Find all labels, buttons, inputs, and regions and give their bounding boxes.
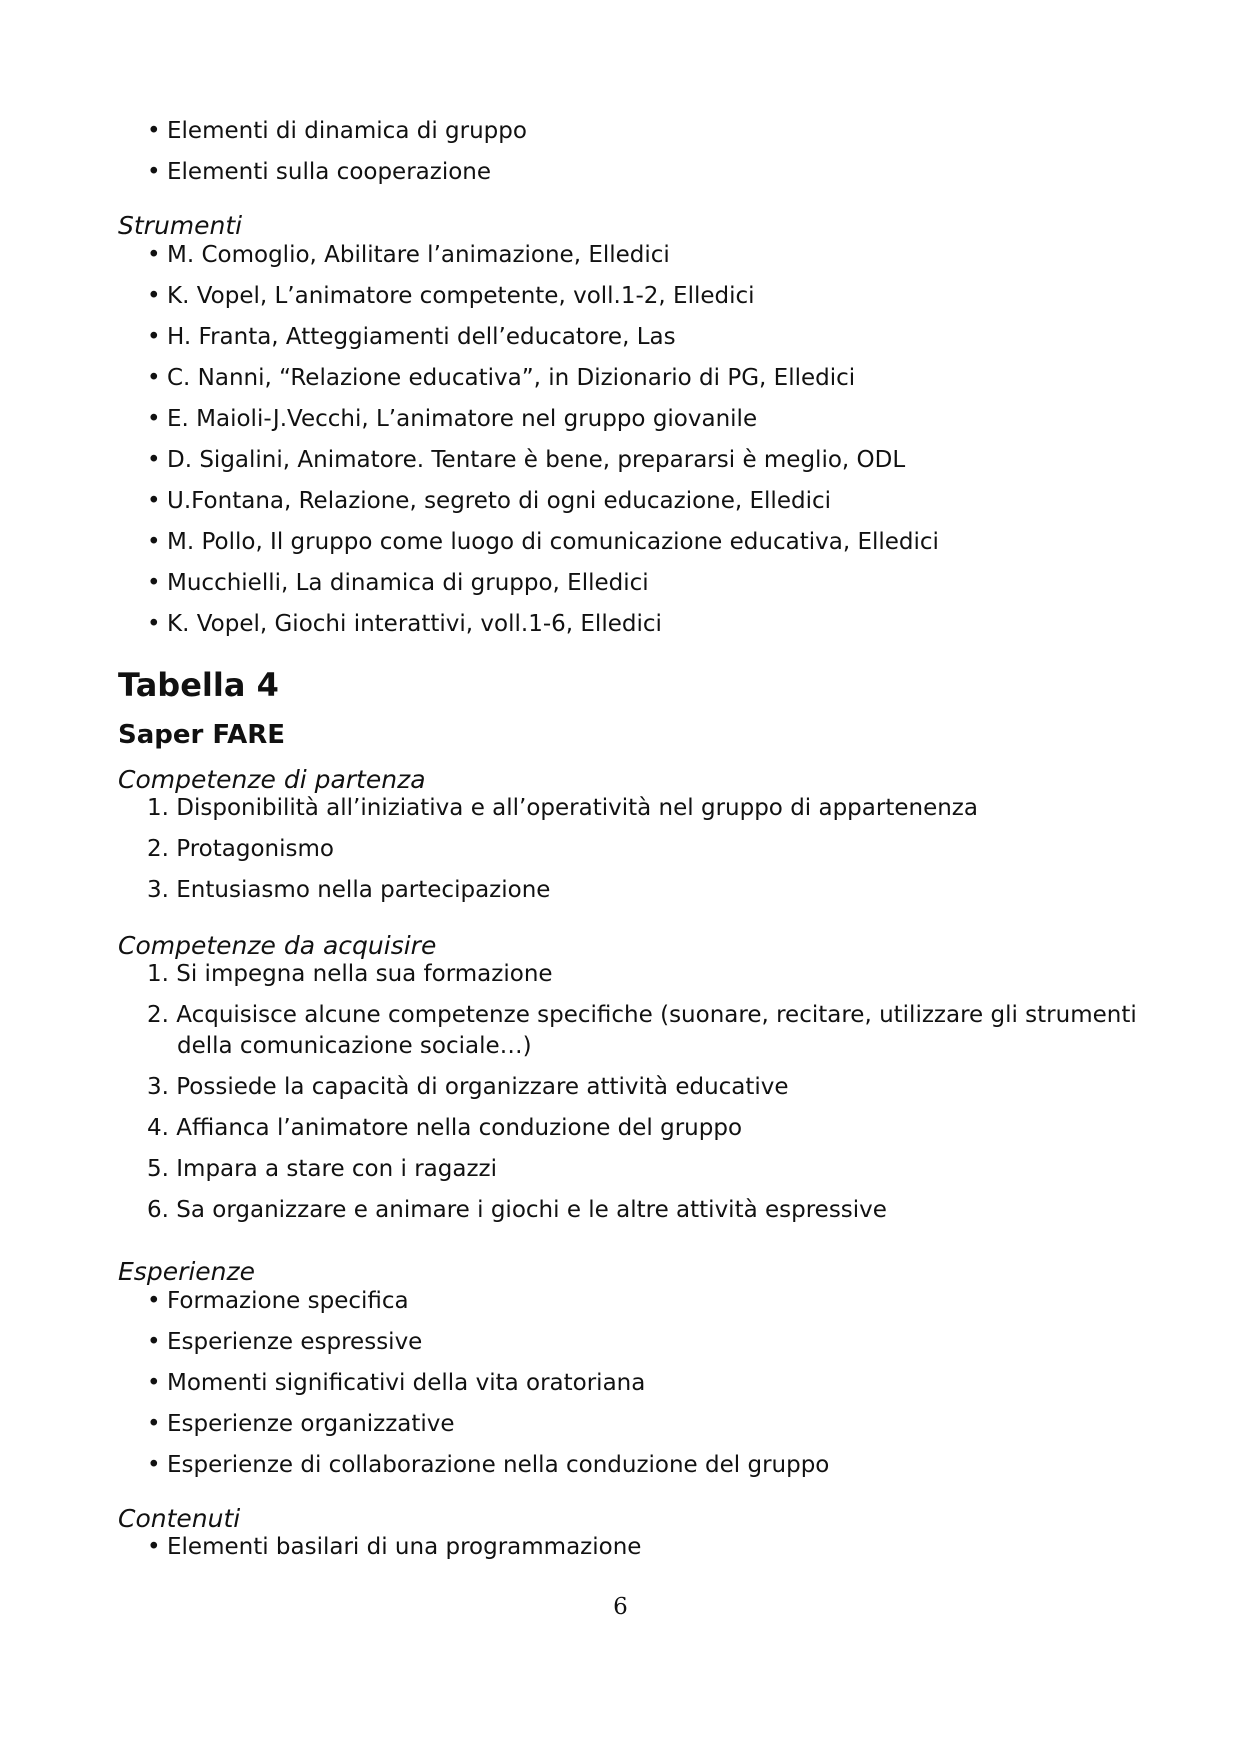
list-item: 2. Protagonismo <box>147 836 334 862</box>
list-item: • Elementi sulla cooperazione <box>147 152 527 193</box>
list-item: 1. Disponibilità all’iniziativa e all’operatività nel gruppo di appartenenza <box>147 795 978 821</box>
strumenti-label: Strumenti <box>118 211 243 240</box>
list-item: 6. Sa organizzare e animare i giochi e le altre attività espressive <box>147 1197 887 1223</box>
list-item: • Momenti significativi della vita oratoriana <box>147 1363 829 1404</box>
competenze-partenza-list <box>147 788 978 911</box>
list-item <box>147 995 1137 1067</box>
list-item: • M. Pollo, Il gruppo come luogo di comunicazione educativa, Elledici <box>147 522 939 563</box>
list-item: • D. Sigalini, Animatore. Tentare è bene, prepararsi è meglio, ODL <box>147 440 939 481</box>
list-item-continuation: della comunicazione sociale…) <box>177 1033 532 1059</box>
list-item: 3. Entusiasmo nella partecipazione <box>147 877 551 903</box>
list-item: • U.Fontana, Relazione, segreto di ogni educazione, Elledici <box>147 481 939 522</box>
list-item: • K. Vopel, Giochi interattivi, voll.1-6, Elledici <box>147 604 939 645</box>
list-item: 5. Impara a stare con i ragazzi <box>147 1156 497 1182</box>
competenze-partenza-label: Competenze di partenza <box>118 765 426 794</box>
list-item: • M. Comoglio, Abilitare l’animazione, Elledici <box>147 235 939 276</box>
table-title: Tabella 4 <box>118 666 279 704</box>
competenze-acquisire-list <box>147 954 1137 1231</box>
contenuti-list <box>147 1527 641 1568</box>
list-item: • C. Nanni, “Relazione educativa”, in Dizionario di PG, Elledici <box>147 358 939 399</box>
list-item: • Esperienze di collaborazione nella conduzione del gruppo <box>147 1445 829 1486</box>
list-item: • E. Maioli-J.Vecchi, L’animatore nel gruppo giovanile <box>147 399 939 440</box>
esperienze-label: Esperienze <box>118 1257 256 1286</box>
list-item: • H. Franta, Atteggiamenti dell’educatore, Las <box>147 317 939 358</box>
strumenti-list <box>147 235 939 645</box>
list-item: • Elementi di dinamica di gruppo <box>147 111 527 152</box>
section-title: Saper FARE <box>118 720 286 750</box>
esperienze-list <box>147 1281 829 1486</box>
list-item-line: 2. Acquisisce alcune competenze specifiche (suonare, recitare, utilizzare gli strumenti <box>147 1002 1137 1028</box>
top-bullet-list <box>147 111 527 193</box>
list-item: 1. Si impegna nella sua formazione <box>147 961 553 987</box>
list-item: • Formazione specifica <box>147 1281 829 1322</box>
list-item: 4. Affianca l’animatore nella conduzione del gruppo <box>147 1115 743 1141</box>
list-item: • Esperienze organizzative <box>147 1404 829 1445</box>
list-item: • Elementi basilari di una programmazione <box>147 1527 641 1568</box>
competenze-acquisire-label: Competenze da acquisire <box>118 931 437 960</box>
page-number: 6 <box>613 1594 628 1620</box>
contenuti-label: Contenuti <box>118 1504 241 1533</box>
list-item: • Esperienze espressive <box>147 1322 829 1363</box>
list-item: 3. Possiede la capacità di organizzare attività educative <box>147 1074 789 1100</box>
list-item: • Mucchielli, La dinamica di gruppo, Elledici <box>147 563 939 604</box>
list-item: • K. Vopel, L’animatore competente, voll.1-2, Elledici <box>147 276 939 317</box>
